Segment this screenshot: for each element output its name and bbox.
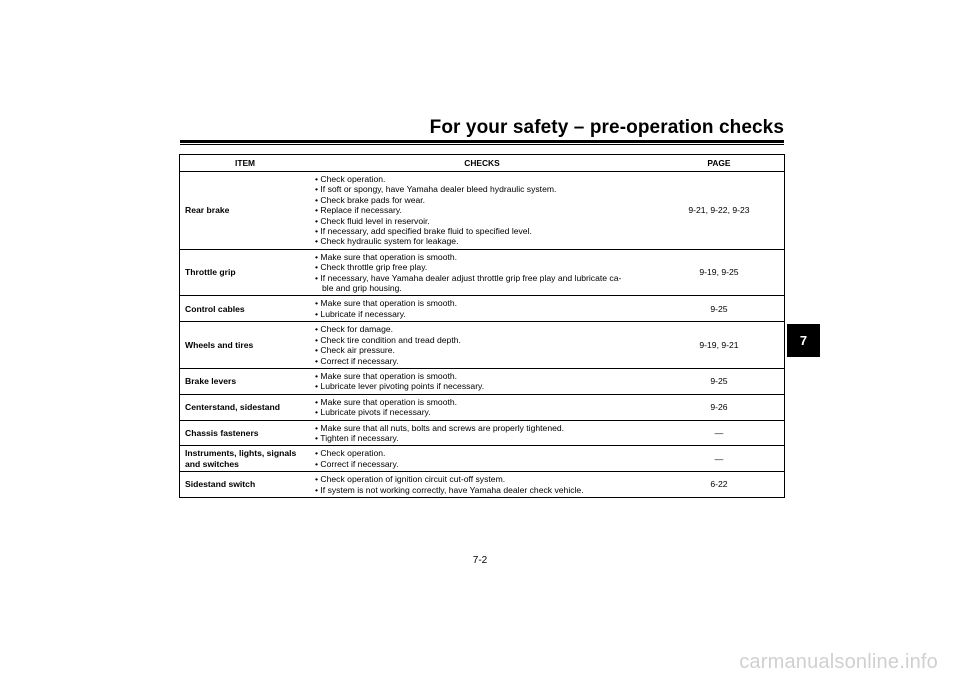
row-page: 9-25 <box>654 368 785 394</box>
check-item: • If necessary, add specified brake fluid to specified level. <box>315 226 649 236</box>
row-item: Brake levers <box>180 368 311 394</box>
row-checks <box>310 420 654 446</box>
table-row <box>180 172 785 250</box>
check-item: • Check operation. <box>315 174 649 184</box>
row-item <box>180 446 311 472</box>
table-row <box>180 472 785 498</box>
check-item: • If system is not working correctly, have Yamaha dealer check vehicle. <box>315 485 649 495</box>
title-rule-thin <box>180 144 784 145</box>
row-page: 9-26 <box>654 394 785 420</box>
row-item-line: and switches <box>185 458 239 469</box>
check-item: • Check operation. <box>315 448 649 458</box>
check-item: • Correct if necessary. <box>315 356 649 366</box>
table-row <box>180 322 785 369</box>
row-checks <box>310 296 654 322</box>
row-page: 9-19, 9-25 <box>654 249 785 296</box>
check-item: • Replace if necessary. <box>315 205 649 215</box>
check-item: • Check operation of ignition circuit cut-off system. <box>315 474 649 484</box>
row-item: Centerstand, sidestand <box>180 394 311 420</box>
watermark: carmanualsonline.info <box>739 651 938 673</box>
check-item-continuation: ble and grip housing. <box>322 283 402 294</box>
page-title: For your safety – pre-operation checks <box>429 117 784 138</box>
row-page: — <box>654 446 785 472</box>
row-checks <box>310 472 654 498</box>
row-item: Throttle grip <box>180 249 311 296</box>
chapter-tab: 7 <box>787 324 820 357</box>
title-rule <box>180 140 784 143</box>
row-item: Rear brake <box>180 172 311 250</box>
table-header-row <box>180 155 785 172</box>
check-item: • Make sure that operation is smooth. <box>315 252 649 262</box>
row-page: 9-25 <box>654 296 785 322</box>
check-item: • Check throttle grip free play. <box>315 262 649 272</box>
check-item: • Check hydraulic system for leakage. <box>315 236 649 246</box>
row-checks <box>310 172 654 250</box>
check-item: • Make sure that operation is smooth. <box>315 298 649 308</box>
check-item: • Lubricate if necessary. <box>315 309 649 319</box>
check-item: • Check air pressure. <box>315 345 649 355</box>
check-item: • Lubricate lever pivoting points if necessary. <box>315 381 649 391</box>
check-item: • Make sure that operation is smooth. <box>315 397 649 407</box>
check-item: • Check fluid level in reservoir. <box>315 216 649 226</box>
check-item: • Make sure that all nuts, bolts and screws are properly tightened. <box>315 423 649 433</box>
row-checks <box>310 368 654 394</box>
table-row <box>180 420 785 446</box>
page-number: 7-2 <box>472 555 488 566</box>
row-item: Chassis fasteners <box>180 420 311 446</box>
check-item: • Check tire condition and tread depth. <box>315 335 649 345</box>
check-item: • Check for damage. <box>315 324 649 334</box>
check-item: • Check brake pads for wear. <box>315 195 649 205</box>
row-item-line: Instruments, lights, signals <box>185 448 297 459</box>
row-item: Wheels and tires <box>180 322 311 369</box>
check-item: • If soft or spongy, have Yamaha dealer bleed hydraulic system. <box>315 184 649 194</box>
check-item: • Tighten if necessary. <box>315 433 649 443</box>
row-item: Control cables <box>180 296 311 322</box>
row-page: 9-21, 9-22, 9-23 <box>654 172 785 250</box>
table-row <box>180 446 785 472</box>
header-item: ITEM <box>180 155 311 172</box>
row-checks <box>310 322 654 369</box>
header-checks: CHECKS <box>310 155 654 172</box>
pre-operation-checks-table <box>179 154 785 498</box>
table-row <box>180 368 785 394</box>
row-page: 6-22 <box>654 472 785 498</box>
row-checks <box>310 394 654 420</box>
table-row <box>180 296 785 322</box>
check-item: • Lubricate pivots if necessary. <box>315 407 649 417</box>
table-row <box>180 249 785 296</box>
row-checks <box>310 446 654 472</box>
table-row <box>180 394 785 420</box>
row-page: — <box>654 420 785 446</box>
check-item: • Correct if necessary. <box>315 459 649 469</box>
row-checks <box>310 249 654 296</box>
check-item: • Make sure that operation is smooth. <box>315 371 649 381</box>
header-page: PAGE <box>654 155 785 172</box>
check-item: • If necessary, have Yamaha dealer adjust throttle grip free play and lubricate ca- <box>315 273 649 283</box>
row-item: Sidestand switch <box>180 472 311 498</box>
row-page: 9-19, 9-21 <box>654 322 785 369</box>
